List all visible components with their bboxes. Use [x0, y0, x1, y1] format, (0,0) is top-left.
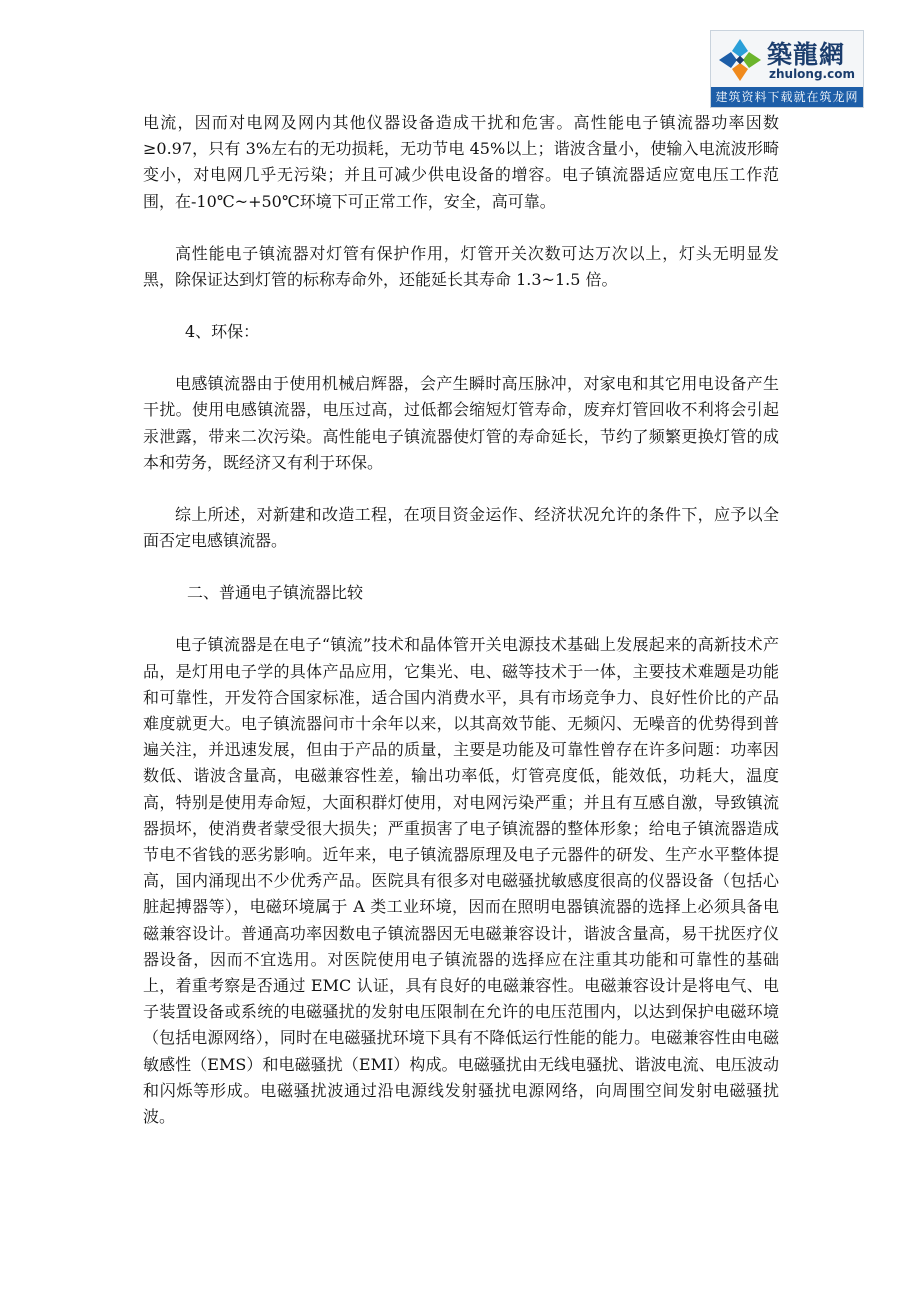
- document-body: [143, 110, 779, 1130]
- paragraph-environment: 电感镇流器由于使用机械启辉器，会产生瞬时高压脉冲，对家电和其它用电设备产生干扰。使用电感镇流器，电压过高，过低都会缩短灯管寿命，废弃灯管回收不利将会引起汞泄露，带来二次污染。高性能电子镇流器使灯管的寿命延长，节约了频繁更换灯管的成本和劳务，既经济又有利于环保。: [143, 374, 779, 472]
- logo-slogan: 建筑资料下载就在筑龙网: [711, 87, 863, 107]
- section-heading-comparison: 二、普通电子镇流器比较: [187, 583, 364, 603]
- logo-url: zhulong.com: [769, 67, 855, 81]
- logo-brand: 築龍網: [767, 40, 846, 69]
- paragraph-lamp-protection: 高性能电子镇流器对灯管有保护作用，灯管开关次数可达万次以上，灯头无明显发黑，除保证达到灯管的标称寿命外，还能延长其寿命 1.3~1.5 倍。: [143, 243, 779, 290]
- paragraph-electronic-ballast: 电子镇流器是在电子“镇流”技术和晶体管开关电源技术基础上发展起来的高新技术产品，是灯用电子学的具体产品应用，它集光、电、磁等技术于一体，主要技术难题是功能和可靠性，开发符合国家标准，适合国内消费水平，具有市场竞争力、良好性价比的产品难度就更大。电子镇流器问市十余年以来，以其高效节能、无频闪、无噪音的优势得到普遍关注，并迅速发展，但由于产品的质量，主要是功能及可靠性曾存在许多问题：功率因数低、谐波含量高，电磁兼容性差，输出功率低，灯管亮度低，能效低，功耗大，温度高，特别是使用寿命短，大面积群灯使用，对电网污染严重；并且有互感自激，导致镇流器损坏，使消费者蒙受很大损失；严重损害了电子镇流器的整体形象；给电子镇流器造成节电不省钱的恶劣影响。近年来，电子镇流器原理及电子元器件的研发、生产水平整体提高，国内涌现出不少优秀产品。医院具有很多对电磁骚扰敏感度很高的仪器设备（包括心脏起搏器等），电磁环境属于 A 类工业环境，因而在照明电器镇流器的选择上必须具备电磁兼容设计。普通高功率因数电子镇流器因无电磁兼容设计，谐波含量高，易干扰医疗仪器设备，因而不宜选用。对医院使用电子镇流器的选择应在注重其功能和可靠性的基础上，着重考察是否通过 EMC 认证，具有良好的电磁兼容性。电磁兼容设计是将电气、电子装置设备或系统的电磁骚扰的发射电压限制在允许的电压范围内，以达到保护电磁环境（包括电源网络），同时在电磁骚扰环境下具有不降低运行性能的能力。电磁兼容性由电磁敏感性（EMS）和电磁骚扰（EMI）构成。电磁骚扰由无线电骚扰、谐波电流、电压波动和闪烁等形成。电磁骚扰波通过沿电源线发射骚扰电源网络，向周围空间发射电磁骚扰波。: [143, 635, 779, 1127]
- zhulong-logo: [710, 30, 864, 108]
- paragraph-summary: 综上所述，对新建和改造工程，在项目资金运作、经济状况允许的条件下，应予以全面否定电感镇流器。: [143, 505, 779, 551]
- paragraph-power-factor: 电流，因而对电网及网内其他仪器设备造成干扰和危害。高性能电子镇流器功率因数≥0.97，只有 3%左右的无功损耗，无功节电 45%以上；谐波含量小，使输入电流波形畸变小，对电网几乎无污染；并且可减少供电设备的增容。电子镇流器适应宽电压工作范围，在-10℃~+50℃环境下可正常工作，安全，高可靠。: [143, 113, 779, 211]
- logo-mark-icon: [717, 37, 763, 83]
- section-heading-environment: 4、环保：: [185, 322, 260, 342]
